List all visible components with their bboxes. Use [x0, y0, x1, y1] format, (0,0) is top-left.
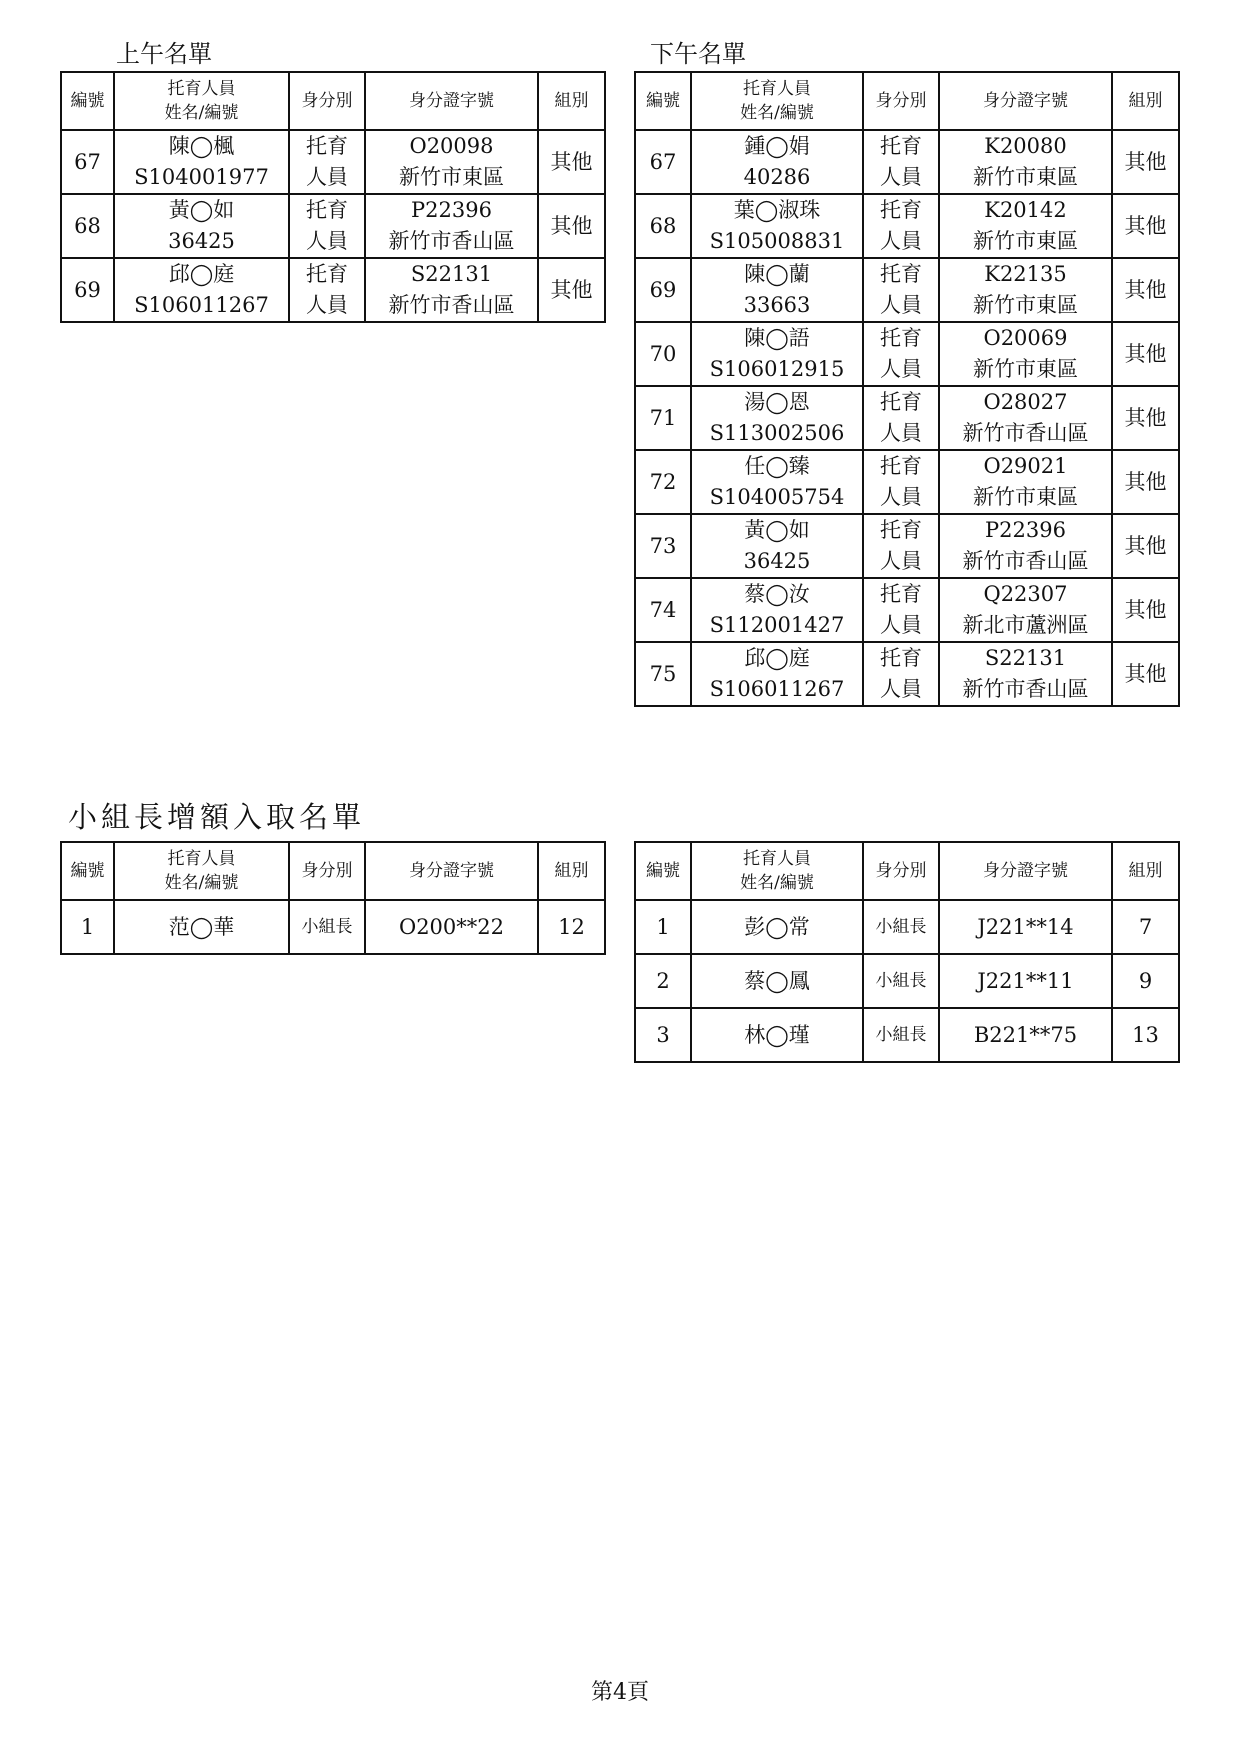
cell-name: 陳◯楓 S104001977: [114, 130, 289, 194]
header-role: 身分別: [289, 842, 365, 900]
cell-no: 70: [635, 322, 691, 386]
leaders-right-rows: [635, 900, 1179, 1062]
cell-group: 其他: [538, 258, 605, 322]
cell-name: 彭◯常: [691, 900, 863, 954]
cell-id: K22135 新竹市東區: [939, 258, 1112, 322]
table-header-row: [635, 72, 1179, 130]
header-group: 組別: [1112, 842, 1179, 900]
cell-id: K20080 新竹市東區: [939, 130, 1112, 194]
table-row: [635, 954, 1179, 1008]
table-row: [635, 514, 1179, 578]
cell-id: S22131 新竹市香山區: [365, 258, 538, 322]
table-header-row: [635, 842, 1179, 900]
cell-group: 其他: [1112, 194, 1179, 258]
cell-group: 13: [1112, 1008, 1179, 1062]
cell-no: 68: [61, 194, 114, 258]
header-no: 編號: [61, 72, 114, 130]
header-no: 編號: [61, 842, 114, 900]
cell-group: 其他: [538, 194, 605, 258]
cell-role: 托育 人員: [863, 450, 939, 514]
header-id: 身分證字號: [365, 842, 538, 900]
cell-id: B221**75: [939, 1008, 1112, 1062]
cell-role: 托育 人員: [863, 258, 939, 322]
leaders-left-rows: [61, 900, 605, 954]
cell-no: 73: [635, 514, 691, 578]
cell-role: 托育 人員: [863, 322, 939, 386]
cell-role: 托育 人員: [863, 194, 939, 258]
cell-role: 托育 人員: [289, 130, 365, 194]
leaders-title: 小組長增額入取名單: [68, 800, 366, 834]
cell-name: 任◯臻 S104005754: [691, 450, 863, 514]
morning-caption: 上午名單: [116, 40, 212, 68]
cell-name: 蔡◯鳳: [691, 954, 863, 1008]
cell-role: 托育 人員: [289, 258, 365, 322]
cell-no: 68: [635, 194, 691, 258]
cell-id: S22131 新竹市香山區: [939, 642, 1112, 706]
cell-group: 其他: [1112, 386, 1179, 450]
cell-role: 托育 人員: [863, 386, 939, 450]
cell-group: 其他: [1112, 578, 1179, 642]
cell-name: 湯◯恩 S113002506: [691, 386, 863, 450]
cell-role: 托育 人員: [863, 514, 939, 578]
cell-role: 托育 人員: [289, 194, 365, 258]
cell-id: O29021 新竹市東區: [939, 450, 1112, 514]
table-row: [61, 194, 605, 258]
cell-no: 1: [635, 900, 691, 954]
cell-id: K20142 新竹市東區: [939, 194, 1112, 258]
cell-name: 邱◯庭 S106011267: [691, 642, 863, 706]
cell-role: 托育 人員: [863, 578, 939, 642]
cell-no: 1: [61, 900, 114, 954]
table-header-row: [61, 842, 605, 900]
leaders-right-table: [634, 841, 1180, 1063]
cell-role: 小組長: [863, 900, 939, 954]
cell-name: 邱◯庭 S106011267: [114, 258, 289, 322]
table-row: [61, 130, 605, 194]
morning-table: [60, 71, 606, 323]
afternoon-caption: 下午名單: [650, 40, 746, 68]
cell-id: P22396 新竹市香山區: [939, 514, 1112, 578]
header-id: 身分證字號: [939, 72, 1112, 130]
cell-role: 托育 人員: [863, 642, 939, 706]
cell-group: 其他: [1112, 514, 1179, 578]
cell-group: 其他: [1112, 130, 1179, 194]
table-row: [635, 258, 1179, 322]
cell-id: J221**14: [939, 900, 1112, 954]
morning-rows: [61, 130, 605, 322]
cell-id: O20069 新竹市東區: [939, 322, 1112, 386]
afternoon-rows: [635, 130, 1179, 706]
cell-no: 69: [61, 258, 114, 322]
cell-role: 托育 人員: [863, 130, 939, 194]
header-group: 組別: [1112, 72, 1179, 130]
header-no: 編號: [635, 72, 691, 130]
cell-name: 范◯華: [114, 900, 289, 954]
cell-group: 其他: [1112, 450, 1179, 514]
cell-id: O28027 新竹市香山區: [939, 386, 1112, 450]
table-row: [635, 322, 1179, 386]
cell-id: Q22307 新北市蘆洲區: [939, 578, 1112, 642]
table-row: [635, 450, 1179, 514]
header-name: 托育人員 姓名/編號: [114, 72, 289, 130]
cell-no: 74: [635, 578, 691, 642]
cell-name: 林◯瑾: [691, 1008, 863, 1062]
table-row: [635, 642, 1179, 706]
header-name: 托育人員 姓名/編號: [691, 72, 863, 130]
cell-group: 其他: [1112, 258, 1179, 322]
cell-group: 其他: [1112, 642, 1179, 706]
cell-no: 2: [635, 954, 691, 1008]
table-row: [635, 194, 1179, 258]
header-no: 編號: [635, 842, 691, 900]
table-row: [635, 900, 1179, 954]
cell-name: 黃◯如 36425: [114, 194, 289, 258]
table-header-row: [61, 72, 605, 130]
cell-id: P22396 新竹市香山區: [365, 194, 538, 258]
table-row: [61, 900, 605, 954]
cell-no: 67: [61, 130, 114, 194]
header-role: 身分別: [289, 72, 365, 130]
cell-id: O200**22: [365, 900, 538, 954]
cell-no: 67: [635, 130, 691, 194]
cell-name: 蔡◯汝 S112001427: [691, 578, 863, 642]
header-name: 托育人員 姓名/編號: [691, 842, 863, 900]
header-role: 身分別: [863, 842, 939, 900]
cell-role: 小組長: [863, 1008, 939, 1062]
header-name: 托育人員 姓名/編號: [114, 842, 289, 900]
leaders-left-table: [60, 841, 606, 955]
cell-no: 72: [635, 450, 691, 514]
page-number: 第4頁: [591, 1680, 649, 1705]
cell-role: 小組長: [863, 954, 939, 1008]
header-group: 組別: [538, 842, 605, 900]
cell-group: 其他: [1112, 322, 1179, 386]
header-id: 身分證字號: [365, 72, 538, 130]
header-id: 身分證字號: [939, 842, 1112, 900]
table-row: [635, 578, 1179, 642]
cell-id: J221**11: [939, 954, 1112, 1008]
cell-group: 12: [538, 900, 605, 954]
table-row: [635, 130, 1179, 194]
table-row: [61, 258, 605, 322]
cell-group: 其他: [538, 130, 605, 194]
cell-no: 75: [635, 642, 691, 706]
cell-no: 69: [635, 258, 691, 322]
header-group: 組別: [538, 72, 605, 130]
cell-name: 陳◯蘭 33663: [691, 258, 863, 322]
table-row: [635, 386, 1179, 450]
cell-name: 鍾◯娟 40286: [691, 130, 863, 194]
cell-no: 71: [635, 386, 691, 450]
cell-group: 7: [1112, 900, 1179, 954]
table-row: [635, 1008, 1179, 1062]
afternoon-table: [634, 71, 1180, 707]
cell-no: 3: [635, 1008, 691, 1062]
cell-id: O20098 新竹市東區: [365, 130, 538, 194]
cell-group: 9: [1112, 954, 1179, 1008]
cell-name: 陳◯語 S106012915: [691, 322, 863, 386]
header-role: 身分別: [863, 72, 939, 130]
cell-name: 葉◯淑珠 S105008831: [691, 194, 863, 258]
cell-name: 黃◯如 36425: [691, 514, 863, 578]
cell-role: 小組長: [289, 900, 365, 954]
